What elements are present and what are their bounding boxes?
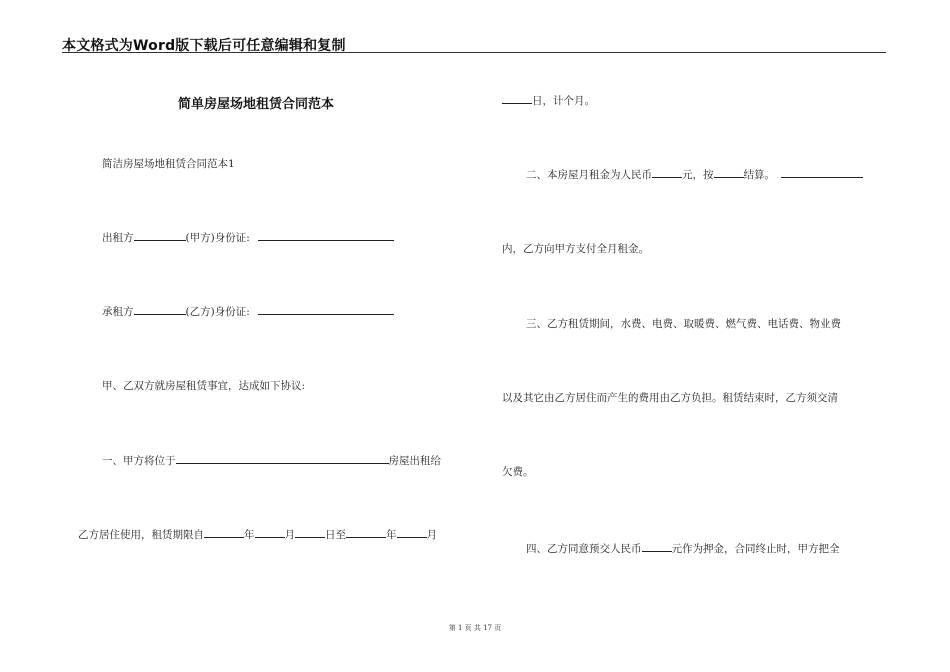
property-address-blank <box>176 453 389 464</box>
end-year-label: 年 <box>386 529 397 541</box>
document-title: 简单房屋场地租赁合同范本 <box>178 97 335 112</box>
lessor-name-blank <box>134 230 186 241</box>
end-year-blank <box>346 527 386 538</box>
end-month-blank <box>397 527 427 538</box>
lessor-label: 出租方 <box>102 232 134 244</box>
start-year-blank <box>204 527 244 538</box>
clause-2-line-2: 内，乙方向甲方支付全月租金。 <box>502 243 649 255</box>
lessor-id-label: (甲方)身份证: <box>185 232 250 244</box>
right-line-1 <box>502 93 595 108</box>
lessee-label: 承租方 <box>102 306 134 318</box>
clause-2-text-c: 结算。 <box>743 169 775 181</box>
clause-1-line-2-text: 乙方居住使用，租赁期限自 <box>78 529 204 541</box>
start-year-label: 年 <box>244 529 255 541</box>
start-day-blank <box>295 527 325 538</box>
start-month-label: 月 <box>284 529 295 541</box>
settlement-period-blank <box>714 167 744 178</box>
right-line-1-text: 日，计个月。 <box>532 95 595 107</box>
clause-1-text-b: 房屋出租给 <box>388 455 441 467</box>
clause-3-line-3: 欠费。 <box>502 466 534 478</box>
header-divider <box>62 52 886 53</box>
clause-3-line-1: 三、乙方租赁期间，水费、电费、取暖费、燃气费、电话费、物业费 <box>526 318 841 330</box>
clause-4-line-1 <box>526 541 840 556</box>
page-number: 第 1 页 共 17 页 <box>448 624 502 632</box>
settlement-detail-blank <box>781 167 863 178</box>
clause-4-text-a: 四、乙方同意预交人民币 <box>526 543 642 555</box>
start-month-blank <box>255 527 285 538</box>
until-label: 日至 <box>325 529 346 541</box>
end-day-blank <box>502 93 532 104</box>
rent-amount-blank <box>652 167 682 178</box>
clause-1-text-a: 一、甲方将位于 <box>102 455 176 467</box>
clause-1-line-1 <box>102 453 441 468</box>
lessor-id-blank <box>258 230 394 241</box>
clause-2-text-a: 二、本房屋月租金为人民币 <box>526 169 652 181</box>
deposit-amount-blank <box>642 541 672 552</box>
agreement-intro: 甲、乙双方就房屋租赁事宜，达成如下协议: <box>102 380 306 392</box>
contract-subtitle: 简洁房屋场地租赁合同范本1 <box>102 158 235 170</box>
clause-3-line-2: 以及其它由乙方居住而产生的费用由乙方负担。租赁结束时，乙方须交清 <box>502 392 838 404</box>
clause-1-line-2 <box>78 527 437 542</box>
document-header: 本文格式为Word版下载后可任意编辑和复制 <box>62 38 346 54</box>
clause-4-text-b: 元作为押金，合同终止时，甲方把全 <box>671 543 840 555</box>
lessee-name-blank <box>134 304 186 315</box>
clause-2-line-1 <box>526 167 863 182</box>
clause-2-text-b: 元，按 <box>682 169 714 181</box>
lessee-line <box>102 304 394 319</box>
end-month-label: 月 <box>426 529 437 541</box>
lessor-line <box>102 230 394 245</box>
lessee-id-label: (乙方)身份证: <box>185 306 250 318</box>
lessee-id-blank <box>258 304 394 315</box>
